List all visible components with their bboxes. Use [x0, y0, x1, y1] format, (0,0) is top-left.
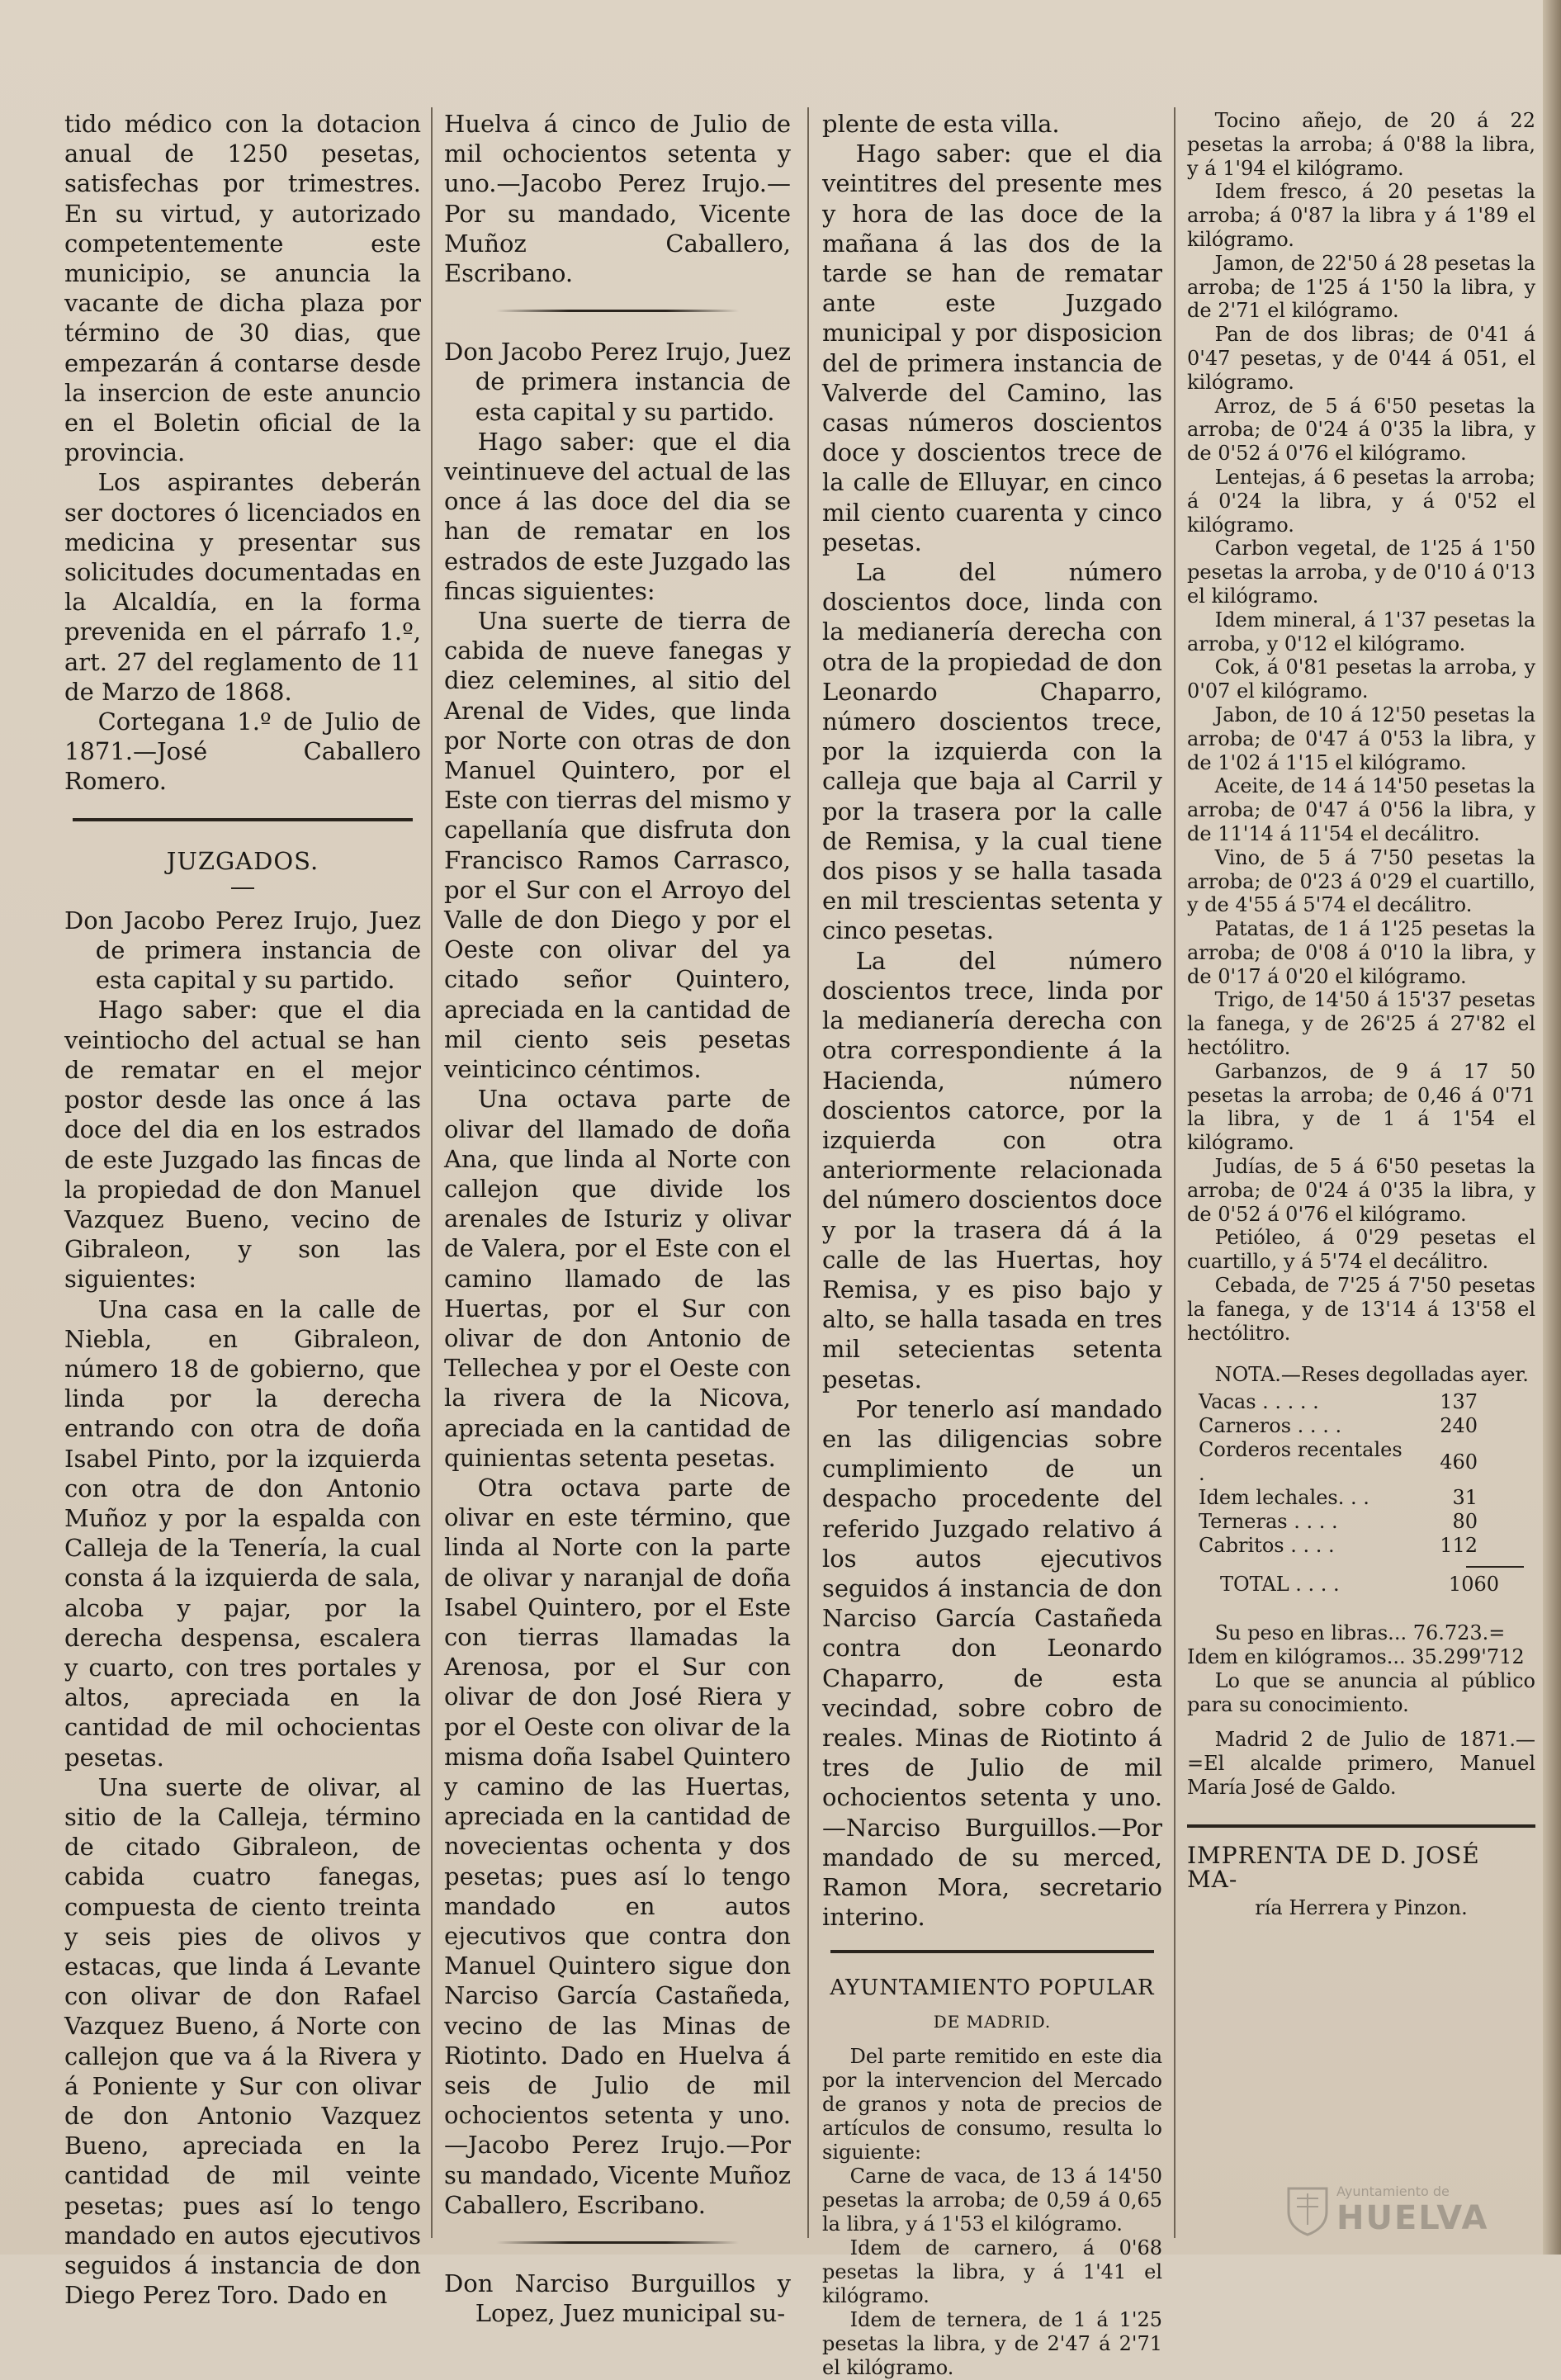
column-2	[444, 109, 791, 2328]
cattle-label: Corderos recentales .	[1199, 1438, 1403, 1486]
column-4	[1187, 109, 1535, 2221]
signature-line: Cortegana 1.º de Julio de 1871.—José Caballero Romero.	[64, 707, 421, 796]
dash-divider	[231, 887, 254, 889]
price-entry: Pan de dos libras; de 0'41 á 0'47 pesetas, y de 0'44 á 051, el kilógramo.	[1187, 323, 1535, 394]
cattle-label: Carneros . . . .	[1199, 1414, 1342, 1438]
paragraph: Hago saber: que el dia veintinueve del actual de las once á las doce del dia se han de rematar en los estrados de este Juzgado las fincas siguientes:	[444, 427, 791, 605]
notice-heading: Don Jacobo Perez Irujo, Juez de primera instancia de esta capital y su partido.	[444, 338, 791, 426]
column-rule	[1174, 107, 1175, 2238]
cattle-count: 31	[1452, 1486, 1478, 1510]
price-entry: Idem mineral, á 1'37 pesetas la arroba, y 0'12 el kilógramo.	[1187, 608, 1535, 655]
price-entry: Garbanzos, de 9 á 17 50 pesetas la arroba; de 0,46 á 0'71 la libra, y de 1 á 1'54 el kilógramo.	[1187, 1059, 1535, 1155]
section-divider	[73, 818, 413, 821]
cattle-label: Cabritos . . . .	[1199, 1534, 1335, 1558]
cattle-label: Vacas . . . . .	[1199, 1390, 1319, 1414]
column-3	[822, 109, 1162, 2379]
nota-heading: NOTA.—Reses degolladas ayer.	[1214, 1363, 1529, 1387]
table-row	[1195, 1486, 1481, 1510]
cattle-count: 460	[1440, 1450, 1478, 1474]
imprint-subtitle: ría Herrera y Pinzon.	[1255, 1896, 1468, 1920]
paragraph: Hago saber: que el dia veintitres del presente mes y hora de las doce de la mañana á las dos de la tarde se han de rematar ante este Juzgado municipal y por disposicion del de primera instancia de Valverde del Camino, las casas números doscientos doce y doscientos trece de la calle de Elluyar, en cinco mil ciento cuarenta y cinco pesetas.	[822, 140, 1162, 556]
total-value: 1060	[1448, 1573, 1499, 1597]
paragraph: Hago saber: que el dia veintiocho del actual se han de rematar en el mejor postor desde las once á las doce del dia en los estrados de este Juzgado las fincas de la propiedad de don Manuel Vazquez Bueno, vecino de Gibraleon, y son las siguientes:	[64, 996, 421, 1294]
table-row	[1195, 1573, 1502, 1597]
cattle-count: 240	[1440, 1414, 1478, 1438]
table-row	[1195, 1390, 1481, 1414]
notice-heading: Don Narciso Burguillos y Lopez, Juez municipal su-	[444, 2269, 791, 2328]
paragraph: La del número doscientos trece, linda por la medianería derecha con otra correspondiente á la Hacienda, número doscientos catorce, por la izquierda con otra anteriormente relacionada del número doscientos doce y por la trasera dá á la calle de las Huertas, hoy Remisa, y es piso bajo y alto, se halla tasada en tres mil setecientas setenta pesetas.	[822, 946, 1162, 1393]
paragraph: Una octava parte de olivar del llamado de doña Ana, que linda al Norte con callejon que divide los arenales de Isturiz y olivar de Valera, por el Este con el camino llamado de las Huertas, por el Sur con olivar de don Antonio de Tellechea y por el Oeste con la rivera de la Nicova, apreciada en la cantidad de quinientas setenta pesetas.	[444, 1085, 791, 1472]
column-rule	[431, 107, 433, 2238]
price-entry: Tocino añejo, de 20 á 22 pesetas la arroba; á 0'88 la libra, y á 1'94 el kilógramo.	[1187, 109, 1535, 180]
paragraph: Otra octava parte de olivar en este término, que linda al Norte con la parte de olivar y naranjal de doña Isabel Quintero, por el Este con tierras llamadas la Arenosa, por el Sur con olivar de don José Riera y por el Oeste con olivar de la misma doña Isabel Quintero y camino de las Huertas, apreciada en la cantidad de novecientas ochenta y dos pesetas; pues así lo tengo mandado en autos ejecutivos que contra don Manuel Quintero sigue don Narciso García Castañeda, vecino de las Minas de Riotinto. Dado en Huelva á seis de Julio de mil ochocientos setenta y uno. —Jacobo Perez Irujo.—Por su mandado, Vicente Muñoz Caballero, Escribano.	[444, 1473, 791, 2219]
slaughter-total	[1195, 1573, 1502, 1597]
weight-line: Idem en kilógramos... 35.299'712	[1187, 1645, 1525, 1669]
page-edge	[1543, 0, 1561, 2255]
section-subheading: DE MADRID.	[933, 2011, 1052, 2032]
section-divider	[1187, 1824, 1535, 1828]
paragraph: Una suerte de tierra de cabida de nueve fanegas y diez celemines, al sitio del Arenal de Vides, que linda por Norte con otras de don Manuel Quintero, por el Este con tierras del mismo y capellanía que disfruta don Francisco Ramos Carrasco, por el Sur con el Arroyo del Valle de don Diego y por el Oeste con olivar del ya citado señor Quintero, apreciada en la cantidad de mil ciento seis pesetas veinticinco céntimos.	[444, 607, 791, 1084]
price-entry: Carne de vaca, de 13 á 14'50 pesetas la arroba; de 0,59 á 0,65 la libra, y á 1'53 el kilógramo.	[822, 2164, 1162, 2236]
watermark-title: HUELVA	[1336, 2198, 1489, 2237]
paragraph: Del parte remitido en este dia por la intervencion del Mercado de granos y nota de precios de artículos de consumo, resulta lo siguiente:	[822, 2044, 1162, 2164]
paragraph: La del número doscientos doce, linda con la medianería derecha con otra de la propiedad de don Leonardo Chaparro, número doscientos trece, por la izquierda con la calleja que baja al Carril y por la trasera por la calle de Remisa, y la cual tiene dos pisos y se halla tasada en mil trescientas setenta y cinco pesetas.	[822, 558, 1162, 945]
paragraph: Huelva á cinco de Julio de mil ochocientos setenta y uno.—Jacobo Perez Irujo.—Por su mandado, Vicente Muñoz Caballero, Escribano.	[444, 110, 791, 288]
archive-watermark	[1285, 2180, 1533, 2240]
paragraph: Una casa en la calle de Niebla, en Gibraleon, número 18 de gobierno, que linda por la derecha entrando con otra de doña Isabel Pinto, por la izquierda con otra de don Antonio Muñoz y por la espalda con Calleja de la Tenería, la cual consta á la izquierda de sala, alcoba y pajar, por la derecha despensa, escalera y cuarto, con tres portales y altos, apreciada en la cantidad de mil ochocientas pesetas.	[64, 1294, 421, 1772]
table-row	[1195, 1438, 1481, 1486]
paragraph: Los aspirantes deberán ser doctores ó licenciados en medicina y presentar sus solicitudes documentadas en la Alcaldía, en la forma prevenida en el párrafo 1.º, art. 27 del reglamento de 11 de Marzo de 1868.	[64, 468, 421, 706]
weight-line: Su peso en libras... 76.723.=	[1214, 1621, 1506, 1645]
signature-line: Madrid 2 de Julio de 1871.—=El alcalde primero, Manuel María José de Galdo.	[1187, 1728, 1535, 1800]
price-entry: Patatas, de 1 á 1'25 pesetas la arroba; de 0'08 á 0'10 la libra, y de 0'17 á 0'20 el kilógramo.	[1187, 917, 1535, 988]
price-entry: Cebada, de 7'25 á 7'50 pesetas la fanega, y de 13'14 á 13'58 el hectólitro.	[1187, 1274, 1535, 1345]
price-entry: Jamon, de 22'50 á 28 pesetas la arroba; de 1'25 á 1'50 la libra, y de 2'71 el kilógramo.	[1187, 251, 1535, 323]
table-row	[1195, 1510, 1481, 1534]
price-entry: Jabon, de 10 á 12'50 pesetas la arroba; de 0'47 á 0'53 la libra, y de 1'02 á 1'15 el kilógramo.	[1187, 703, 1535, 774]
table-row	[1195, 1534, 1481, 1558]
price-entry: Carbon vegetal, de 1'25 á 1'50 pesetas la arroba, y de 0'10 á 0'13 el kilógramo.	[1187, 537, 1535, 608]
imprint-title: IMPRENTA DE D. JOSÉ MA-	[1187, 1841, 1480, 1893]
price-entry: Idem de ternera, de 1 á 1'25 pesetas la libra, y de 2'47 á 2'71 el kilógramo.	[822, 2307, 1162, 2379]
price-entry: Idem fresco, á 20 pesetas la arroba; á 0'87 la libra y á 1'89 el kilógramo.	[1187, 180, 1535, 251]
price-entry: Arroz, de 5 á 6'50 pesetas la arroba; de 0'24 á 0'35 la libra, y de 0'52 á 0'76 el kilógramo.	[1187, 394, 1535, 466]
paragraph: Lo que se anuncia al público para su conocimiento.	[1187, 1668, 1535, 1716]
table-row	[1195, 1414, 1481, 1438]
price-entry: Judías, de 5 á 6'50 pesetas la arroba; de 0'24 á 0'35 la libra, y de 0'52 á 0'76 el kilógramo.	[1187, 1155, 1535, 1226]
section-divider	[496, 2241, 739, 2244]
column-1	[64, 109, 421, 2310]
section-heading: AYUNTAMIENTO POPULAR	[830, 1975, 1155, 2001]
price-entry: Aceite, de 14 á 14'50 pesetas la arroba; de 0'47 á 0'56 la libra, y de 11'14 á 11'54 el decálitro.	[1187, 774, 1535, 845]
cattle-count: 80	[1452, 1510, 1478, 1534]
cattle-count: 112	[1440, 1534, 1478, 1558]
crest-icon	[1285, 2184, 1330, 2236]
paragraph: Por tenerlo así mandado en las diligencias sobre cumplimiento de un despacho procedente del referido Juzgado relativo á los autos ejecutivos seguidos á instancia de don Narciso García Castañeda contra don Leonardo Chaparro, de esta vecindad, sobre cobro de reales. Minas de Riotinto á tres de Julio de mil ochocientos setenta y uno.—Narciso Burguillos.—Por mandado de su merced, Ramon Mora, secretario interino.	[822, 1394, 1162, 1932]
section-divider	[830, 1950, 1154, 1953]
price-entry: Petióleo, á 0'29 pesetas el cuartillo, y á 5'74 el decálitro.	[1187, 1226, 1535, 1274]
paragraph: tido médico con la dotacion anual de 1250 pesetas, satisfechas por trimestres. En su virtud, y autorizado competentemente este municipio, se anuncia la vacante de dicha plaza por término de 30 dias, que empezarán á contarse desde la insercion de este anuncio en el Boletin oficial de la provincia.	[64, 110, 421, 467]
price-entry: Lentejas, á 6 pesetas la arroba; á 0'24 la libra, y á 0'52 el kilógramo.	[1187, 465, 1535, 537]
watermark-caption: Ayuntamiento de	[1336, 2183, 1450, 2199]
paragraph: Una suerte de olivar, al sitio de la Calleja, término de citado Gibraleon, de cabida cuatro fanegas, compuesta de ciento treinta y seis pies de olivos y estacas, que linda á Levante con olivar de don Rafael Vazquez Bueno, á Norte con callejon que va á la Rivera y á Poniente y Sur con olivar de don Antonio Vazquez Bueno, apreciada en la cantidad de mil veinte pesetas; pues así lo tengo mandado en autos ejecutivos seguidos á instancia de don Diego Perez Toro. Dado en	[64, 1772, 421, 2310]
total-label: TOTAL . . . .	[1220, 1573, 1340, 1597]
paragraph: plente de esta villa.	[822, 110, 1060, 138]
column-rule	[807, 107, 809, 2238]
cattle-count: 137	[1440, 1390, 1478, 1414]
cattle-label: Idem lechales. . .	[1199, 1486, 1369, 1510]
cattle-label: Terneras . . . .	[1199, 1510, 1338, 1534]
price-entry: Cok, á 0'81 pesetas la arroba, y 0'07 el kilógramo.	[1187, 655, 1535, 703]
price-entry: Trigo, de 14'50 á 15'37 pesetas la fanega, y de 26'25 á 27'82 el hectólitro.	[1187, 988, 1535, 1060]
section-divider	[496, 310, 739, 312]
price-entry: Idem de carnero, á 0'68 pesetas la libra, y á 1'41 el kilógramo.	[822, 2236, 1162, 2307]
notice-heading: Don Jacobo Perez Irujo, Juez de primera instancia de esta capital y su partido.	[64, 906, 421, 995]
price-entry: Vino, de 5 á 7'50 pesetas la arroba; de 0'23 á 0'29 el cuartillo, y de 4'55 á 5'74 el decálitro.	[1187, 845, 1535, 917]
total-rule	[1466, 1566, 1524, 1568]
section-heading: JUZGADOS.	[166, 846, 319, 875]
slaughter-table	[1195, 1390, 1481, 1558]
